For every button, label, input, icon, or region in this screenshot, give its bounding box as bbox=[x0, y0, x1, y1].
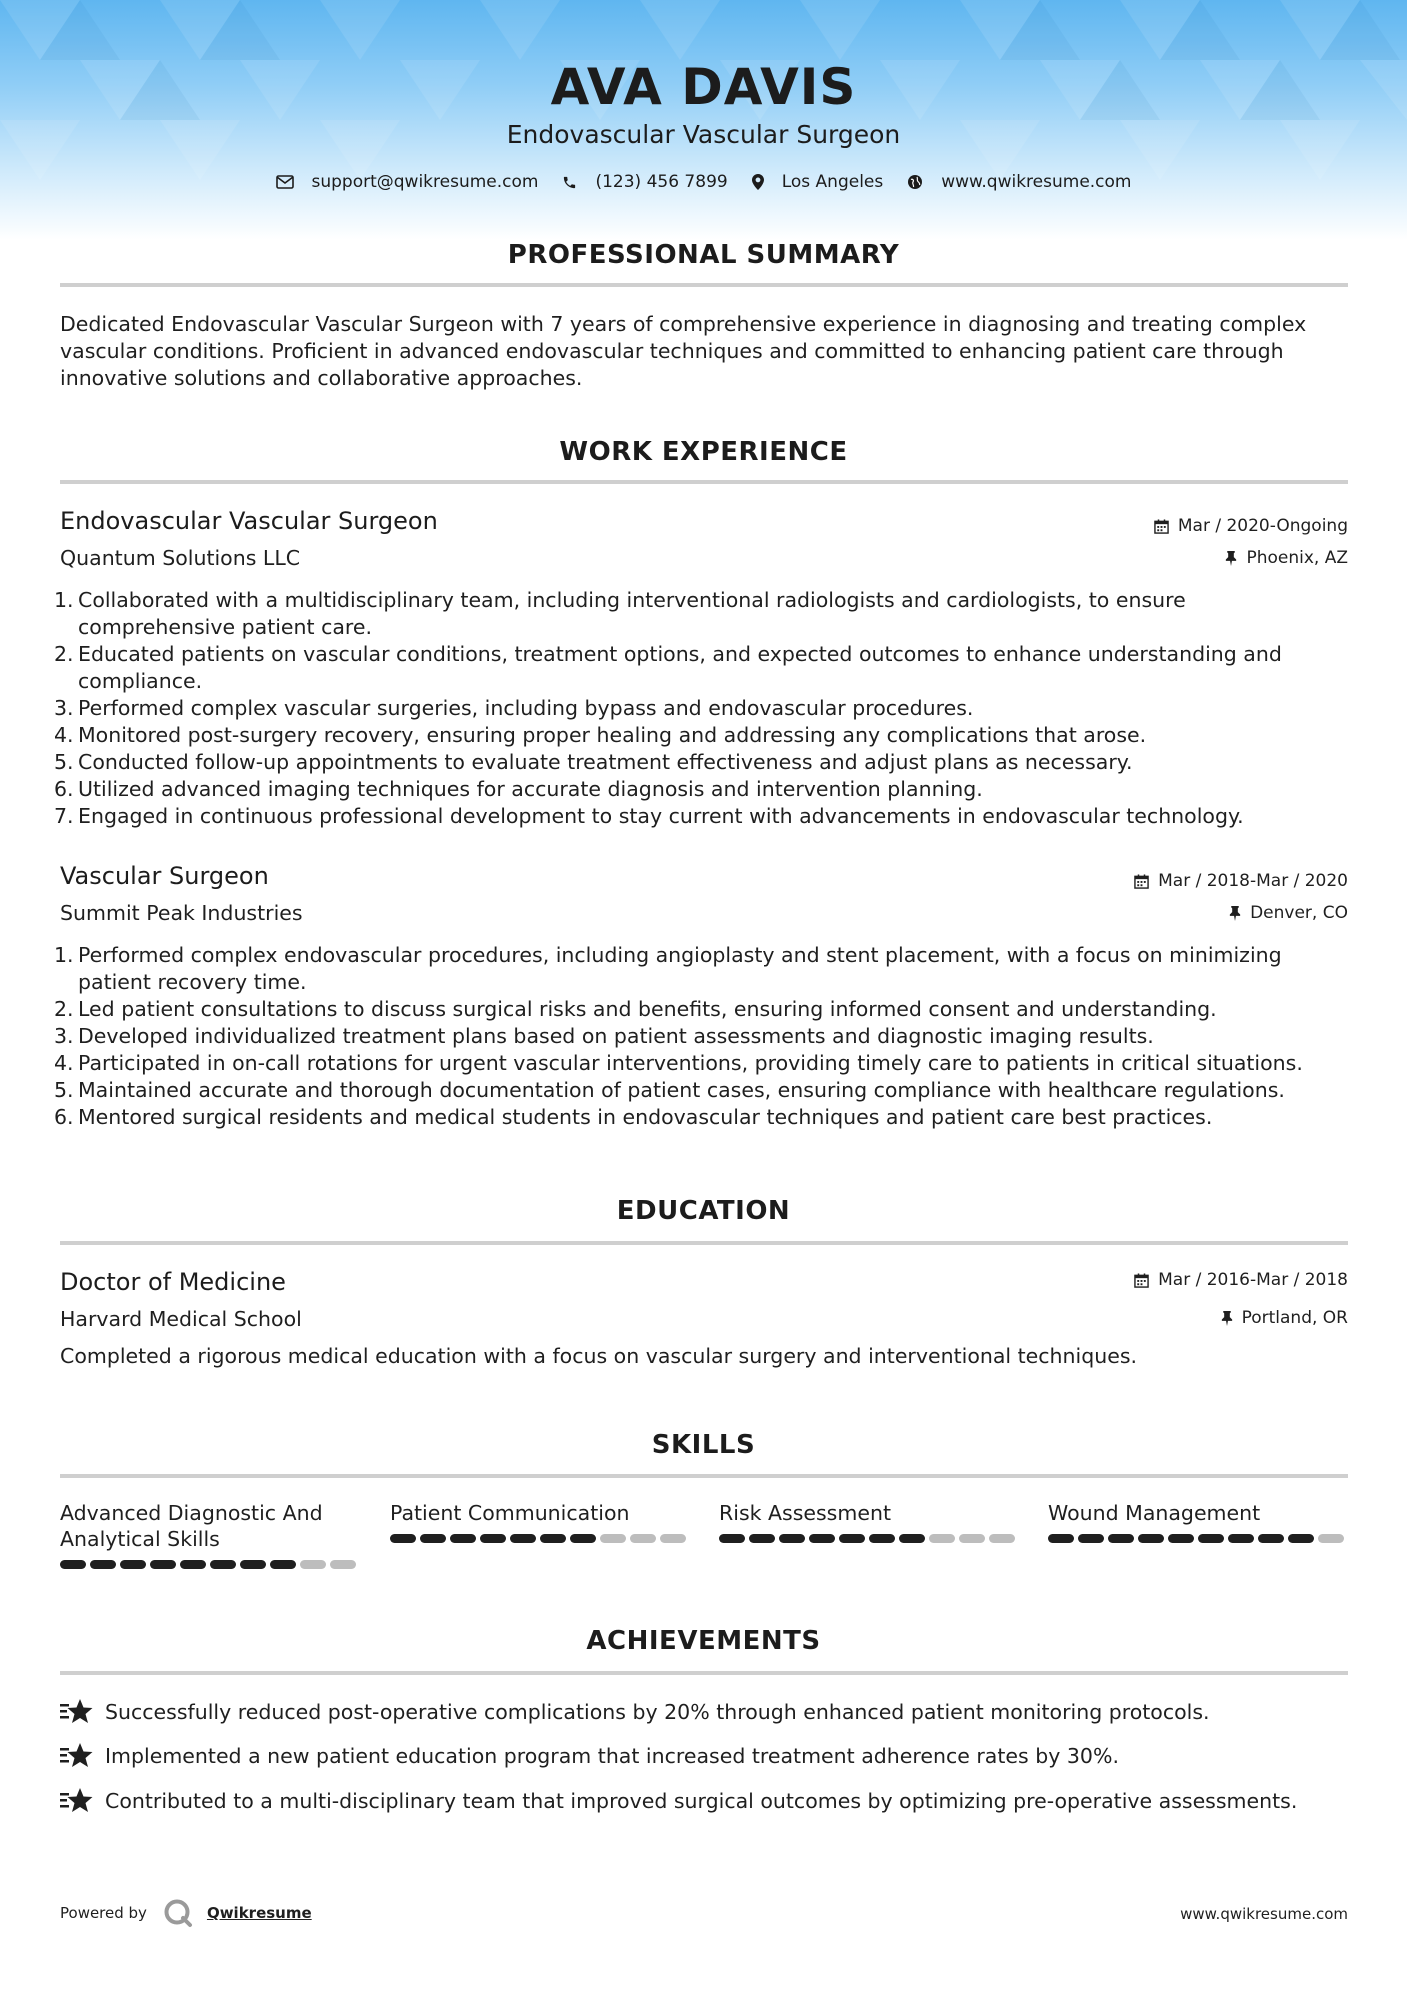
skill-level-filled bbox=[1138, 1534, 1164, 1543]
calendar-icon bbox=[1154, 519, 1169, 534]
skill-level-filled bbox=[450, 1534, 476, 1543]
skill-level-filled bbox=[899, 1534, 925, 1543]
skill-level-filled bbox=[150, 1560, 176, 1569]
skill-level-bar bbox=[1048, 1534, 1348, 1543]
summary-line: vascular conditions. Proficient in advanced endovascular techniques and committed to enhancing patient care through bbox=[60, 339, 1284, 363]
skill-item bbox=[60, 1500, 360, 1569]
job-location-text: Denver, CO bbox=[1250, 903, 1348, 923]
location-text: Los Angeles bbox=[781, 172, 884, 192]
achievement-text: Implemented a new patient education program that increased treatment adherence rates by 30%. bbox=[105, 1744, 1119, 1768]
skill-level-filled bbox=[90, 1560, 116, 1569]
list-item: 3. Performed complex vascular surgeries, including bypass and endovascular procedures. bbox=[54, 696, 974, 720]
globe-icon bbox=[907, 174, 923, 190]
summary-text bbox=[60, 311, 1348, 392]
experience-divider bbox=[60, 480, 1348, 484]
list-item: 4. Participated in on-call rotations for urgent vascular interventions, providing timely care to patients in critical situations. bbox=[54, 1051, 1303, 1075]
skill-level-empty bbox=[630, 1534, 656, 1543]
skill-level-filled bbox=[719, 1534, 745, 1543]
education-location-text: Portland, OR bbox=[1241, 1308, 1348, 1328]
skill-level-filled bbox=[869, 1534, 895, 1543]
achievement-text: Successfully reduced post-operative complications by 20% through enhanced patient monitoring protocols. bbox=[105, 1700, 1210, 1724]
skill-level-filled bbox=[420, 1534, 446, 1543]
skill-level-empty bbox=[660, 1534, 686, 1543]
skill-name: Wound Management bbox=[1048, 1501, 1261, 1525]
calendar-icon bbox=[1134, 874, 1149, 889]
skill-level-filled bbox=[1048, 1534, 1074, 1543]
skill-level-bar bbox=[60, 1560, 360, 1569]
skill-level-empty bbox=[1318, 1534, 1344, 1543]
list-item: 7. Engaged in continuous professional development to stay current with advancements in endovascular technology. bbox=[54, 804, 1244, 828]
summary-heading: PROFESSIONAL SUMMARY bbox=[507, 240, 900, 270]
contact-bar bbox=[0, 172, 1407, 192]
summary-divider bbox=[60, 283, 1348, 287]
achievement-item bbox=[60, 1787, 1297, 1815]
skill-level-filled bbox=[839, 1534, 865, 1543]
skill-level-filled bbox=[809, 1534, 835, 1543]
phone-icon bbox=[562, 175, 577, 190]
skill-level-filled bbox=[510, 1534, 536, 1543]
skill-level-filled bbox=[1228, 1534, 1254, 1543]
job-dates-text: Mar / 2018-Mar / 2020 bbox=[1158, 871, 1348, 891]
job-role: Vascular Surgeon bbox=[60, 862, 269, 890]
list-item: 5. Conducted follow-up appointments to evaluate treatment effectiveness and adjust plans as necessary. bbox=[54, 750, 1133, 774]
skill-level-empty bbox=[300, 1560, 326, 1569]
skills-heading: SKILLS bbox=[651, 1430, 756, 1460]
skill-item bbox=[719, 1500, 1019, 1543]
job-company: Quantum Solutions LLC bbox=[60, 546, 301, 570]
summary-line: innovative solutions and collaborative approaches. bbox=[60, 366, 583, 390]
skill-item bbox=[390, 1500, 690, 1543]
skill-level-bar bbox=[390, 1534, 690, 1543]
contact-location bbox=[752, 172, 884, 192]
star-icon bbox=[60, 1787, 93, 1815]
list-item: 3. Developed individualized treatment plans based on patient assessments and diagnostic imaging results. bbox=[54, 1024, 1154, 1048]
skill-level-filled bbox=[1258, 1534, 1284, 1543]
education-school: Harvard Medical School bbox=[60, 1307, 302, 1331]
skill-level-filled bbox=[1168, 1534, 1194, 1543]
job-location bbox=[1225, 548, 1348, 568]
education-dates-text: Mar / 2016-Mar / 2018 bbox=[1158, 1270, 1348, 1290]
job-location-text: Phoenix, AZ bbox=[1246, 548, 1348, 568]
skill-level-filled bbox=[180, 1560, 206, 1569]
achievements-heading: ACHIEVEMENTS bbox=[586, 1626, 821, 1656]
experience-heading: WORK EXPERIENCE bbox=[559, 437, 848, 467]
email-text: support@qwikresume.com bbox=[311, 172, 539, 192]
phone-text: (123) 456 7899 bbox=[595, 172, 728, 192]
skill-level-empty bbox=[330, 1560, 356, 1569]
website-text: www.qwikresume.com bbox=[941, 172, 1132, 192]
list-item: 4. Monitored post-surgery recovery, ensuring proper healing and addressing any complications that arose. bbox=[54, 723, 1147, 747]
job-location bbox=[1229, 903, 1348, 923]
skill-name: Patient Communication bbox=[390, 1501, 630, 1525]
list-item: 1. Collaborated with a multidisciplinary team, including interventional radiologists and cardiologists, to ensure comprehensive patient care. bbox=[54, 588, 1186, 639]
skill-level-filled bbox=[779, 1534, 805, 1543]
achievements-divider bbox=[60, 1671, 1348, 1675]
skill-level-empty bbox=[959, 1534, 985, 1543]
pushpin-icon bbox=[1225, 551, 1237, 566]
education-location bbox=[1221, 1308, 1348, 1328]
skill-level-filled bbox=[60, 1560, 86, 1569]
skill-level-empty bbox=[600, 1534, 626, 1543]
skill-level-filled bbox=[540, 1534, 566, 1543]
job-bullets bbox=[54, 942, 1348, 1131]
map-pin-icon bbox=[752, 174, 764, 190]
brand-link[interactable]: Qwikresume bbox=[206, 1904, 312, 1922]
skill-level-empty bbox=[929, 1534, 955, 1543]
skill-level-filled bbox=[1078, 1534, 1104, 1543]
list-item: 5. Maintained accurate and thorough documentation of patient cases, ensuring compliance with healthcare regulations. bbox=[54, 1078, 1285, 1102]
list-item: 2. Educated patients on vascular conditions, treatment options, and expected outcomes to enhance understanding and compliance. bbox=[54, 642, 1282, 693]
list-item: 6. Utilized advanced imaging techniques for accurate diagnosis and intervention planning. bbox=[54, 777, 983, 801]
skill-level-filled bbox=[390, 1534, 416, 1543]
skill-level-filled bbox=[570, 1534, 596, 1543]
candidate-name: AVA DAVIS bbox=[550, 58, 857, 116]
qwikresume-logo-icon bbox=[163, 1898, 193, 1928]
footer-powered-by bbox=[60, 1898, 312, 1928]
skill-level-filled bbox=[1108, 1534, 1134, 1543]
skill-level-filled bbox=[240, 1560, 266, 1569]
skill-level-filled bbox=[270, 1560, 296, 1569]
summary-line: Dedicated Endovascular Vascular Surgeon with 7 years of comprehensive experience in diagnosing and treating complex bbox=[60, 312, 1307, 336]
education-heading: EDUCATION bbox=[616, 1196, 791, 1226]
job-dates bbox=[1134, 871, 1348, 891]
skill-level-empty bbox=[989, 1534, 1015, 1543]
contact-phone[interactable] bbox=[562, 172, 727, 192]
skill-name: Advanced Diagnostic And Analytical Skills bbox=[60, 1501, 323, 1551]
list-item: 6. Mentored surgical residents and medical students in endovascular techniques and patient care best practices. bbox=[54, 1105, 1213, 1129]
pushpin-icon bbox=[1221, 1311, 1233, 1326]
calendar-icon bbox=[1134, 1273, 1149, 1288]
education-description: Completed a rigorous medical education with a focus on vascular surgery and interventional techniques. bbox=[60, 1344, 1138, 1368]
skills-divider bbox=[60, 1474, 1348, 1478]
skill-level-filled bbox=[480, 1534, 506, 1543]
achievement-item bbox=[60, 1698, 1210, 1726]
skill-level-filled bbox=[749, 1534, 775, 1543]
list-item: 2. Led patient consultations to discuss surgical risks and benefits, ensuring informed consent and understanding. bbox=[54, 997, 1217, 1021]
skill-item bbox=[1048, 1500, 1348, 1543]
footer-website[interactable]: www.qwikresume.com bbox=[1180, 1905, 1348, 1923]
job-dates-text: Mar / 2020-Ongoing bbox=[1177, 516, 1348, 536]
skill-level-filled bbox=[1198, 1534, 1224, 1543]
achievement-text: Contributed to a multi-disciplinary team that improved surgical outcomes by optimizing pre-operative assessments. bbox=[105, 1789, 1298, 1813]
skill-name: Risk Assessment bbox=[719, 1501, 891, 1525]
education-dates bbox=[1134, 1270, 1348, 1290]
education-degree: Doctor of Medicine bbox=[60, 1268, 286, 1296]
job-dates bbox=[1154, 516, 1348, 536]
skill-level-filled bbox=[120, 1560, 146, 1569]
candidate-title: Endovascular Vascular Surgeon bbox=[506, 120, 901, 149]
job-company: Summit Peak Industries bbox=[60, 901, 303, 925]
job-bullets bbox=[54, 587, 1348, 830]
list-item: 1. Performed complex endovascular procedures, including angioplasty and stent placement, with a focus on minimizing patient recovery time. bbox=[54, 943, 1282, 994]
skill-level-filled bbox=[1288, 1534, 1314, 1543]
achievement-item bbox=[60, 1742, 1119, 1770]
skill-level-filled bbox=[210, 1560, 236, 1569]
envelope-icon bbox=[276, 175, 294, 189]
star-icon bbox=[60, 1742, 93, 1770]
skill-level-bar bbox=[719, 1534, 1019, 1543]
powered-by-label: Powered by bbox=[60, 1904, 147, 1922]
star-icon bbox=[60, 1698, 93, 1726]
job-role: Endovascular Vascular Surgeon bbox=[60, 507, 438, 535]
contact-email[interactable] bbox=[276, 172, 539, 192]
pushpin-icon bbox=[1229, 906, 1241, 921]
contact-website[interactable] bbox=[907, 172, 1131, 192]
education-divider bbox=[60, 1241, 1348, 1245]
